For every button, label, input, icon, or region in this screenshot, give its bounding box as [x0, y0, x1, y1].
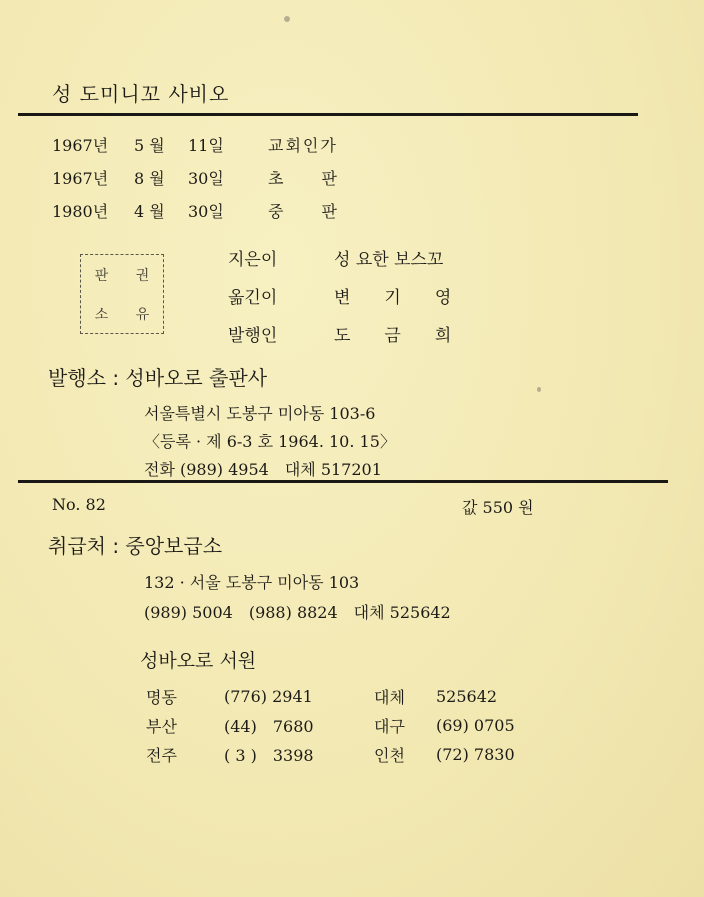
branch-city: 부산	[146, 717, 177, 736]
section-divider	[18, 480, 668, 483]
distributor-info	[144, 568, 451, 628]
credit-name: 변 기 영	[334, 287, 452, 308]
history-month: 4 월	[134, 202, 165, 221]
branch-phone: (69) 0705	[436, 716, 515, 735]
branch-city: 전주	[146, 746, 177, 765]
history-row	[52, 194, 339, 227]
credit-role: 지은이	[228, 249, 278, 270]
history-event: 교회인가	[268, 136, 338, 155]
history-month: 5 월	[134, 136, 165, 155]
publisher-info	[144, 400, 396, 484]
history-row	[52, 161, 339, 194]
history-year: 1967년	[52, 136, 109, 155]
credit-row	[228, 238, 482, 276]
history-event: 중 판	[268, 202, 339, 221]
distributor-phones: (989) 5004 (988) 8824 대체 525642	[144, 603, 451, 622]
copyright-char: 판	[94, 267, 109, 284]
copyright-char: 유	[135, 306, 150, 323]
serial-number: No. 82	[52, 495, 106, 514]
branch-phone: 525642	[436, 687, 498, 706]
history-year: 1980년	[52, 202, 109, 221]
history-day: 30일	[188, 202, 224, 221]
paper-speck	[537, 387, 541, 392]
credit-role: 옮긴이	[228, 287, 278, 308]
history-day: 30일	[188, 169, 224, 188]
publisher-registration: 〈등록 · 제 6-3 호 1964. 10. 15〉	[144, 432, 396, 451]
branch-row	[146, 711, 546, 740]
distributor-heading: 취급처 : 중앙보급소	[48, 534, 223, 558]
distributor-address: 132 · 서울 도봉구 미아동 103	[144, 573, 360, 592]
branch-row	[146, 682, 546, 711]
publication-history	[52, 128, 339, 227]
credits-list	[228, 238, 482, 352]
branch-city: 인천	[374, 746, 405, 765]
copyright-stamp-box	[80, 254, 164, 334]
credit-name: 성 요한 보스꼬	[334, 249, 444, 270]
credit-row	[228, 276, 482, 314]
publisher-address: 서울특별시 도봉구 미아동 103-6	[144, 404, 376, 423]
bookstore-heading: 성바오로 서원	[140, 650, 257, 672]
history-year: 1967년	[52, 169, 109, 188]
branch-row	[146, 740, 546, 769]
credit-role: 발행인	[228, 325, 278, 346]
title-divider	[18, 113, 638, 116]
copyright-char: 권	[135, 267, 150, 284]
history-day: 11일	[188, 136, 224, 155]
history-month: 8 월	[134, 169, 165, 188]
credit-row	[228, 314, 482, 352]
book-title: 성 도미니꼬 사비오	[52, 82, 230, 106]
branch-phone: ( 3 ) 3398	[224, 746, 314, 765]
history-event: 초 판	[268, 169, 339, 188]
copyright-char: 소	[94, 306, 109, 323]
branch-phone: (776) 2941	[224, 687, 313, 706]
credit-name: 도 금 희	[334, 325, 452, 346]
branch-city: 대구	[374, 717, 405, 736]
price: 값 550 원	[462, 498, 534, 517]
paper-speck	[284, 16, 290, 22]
history-row	[52, 128, 339, 161]
branch-phone: (72) 7830	[436, 745, 515, 764]
branch-city: 명동	[146, 688, 177, 707]
publisher-phone: 전화 (989) 4954 대체 517201	[144, 460, 382, 479]
publisher-heading: 발행소 : 성바오로 출판사	[48, 366, 268, 390]
bookstore-branches	[146, 682, 546, 769]
branch-city: 대체	[374, 688, 405, 707]
branch-phone: (44) 7680	[224, 717, 314, 736]
